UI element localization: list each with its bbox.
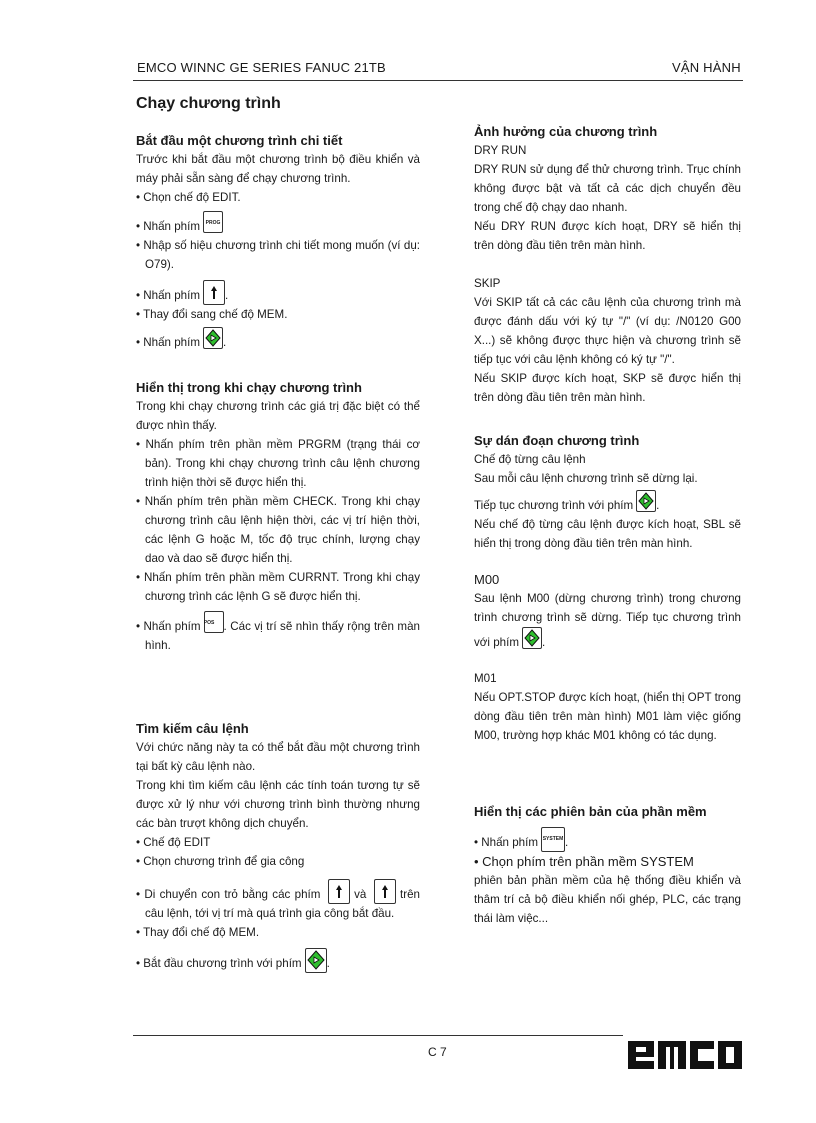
list-item: • Thay đổi sang chế độ MEM. [136, 308, 288, 321]
paragraph: Trước khi bắt đầu một chương trình bộ điều khiển và máy phải sẵn sàng để chạy chương trình. [136, 153, 420, 185]
header-rule [133, 80, 743, 81]
list-item: • Chọn phím trên phần mềm SYSTEM [474, 854, 694, 869]
heading-block-search: Tìm kiếm câu lệnh [136, 721, 249, 736]
paragraph: Nếu SKIP được kích hoạt, SKP sẽ được hiển thị trên dòng đầu tiên trên màn hình. [474, 372, 741, 404]
emco-logo [626, 1033, 744, 1080]
left-column [136, 131, 420, 973]
paragraph: Với SKIP tất cả các câu lệnh của chương trình mà được đánh dấu với ký tự "/" (ví dụ: /N0120 G00 X...) sẽ không được thực hiện và chương trình sẽ tiếp tục với câu lệnh không có ký tự "/". [474, 296, 741, 366]
right-column [474, 122, 741, 928]
paragraph: Sau mỗi câu lệnh chương trình sẽ dừng lại. [474, 472, 698, 485]
cycle-start-key-icon [203, 327, 223, 349]
paragraph: phiên bản phần mềm của hệ thống điều khiển và thâm trí cả bộ điều khiển nối ghép, PLC, các trạng thái làm việc... [474, 874, 741, 925]
heading-display-running: Hiển thị trong khi chạy chương trình [136, 380, 362, 395]
page-title: Chạy chương trình [136, 95, 281, 112]
sub-heading: SKIP [474, 277, 501, 290]
cursor-up-key-icon [203, 280, 225, 305]
list-item: • Nhấn phím SYSTEM . [474, 827, 741, 852]
paragraph: Nếu OPT.STOP được kích hoạt, (hiển thị OPT trong dòng đầu tiên trên màn hình) M01 làm việc giống M00, trường hợp khác M01 không có tác dụng. [474, 691, 741, 742]
list-item: • Nhấn phím POS . Các vị trí sẽ nhìn thấy rộng trên màn hình. [136, 611, 420, 655]
paragraph: Chế độ từng câu lệnh [474, 453, 586, 466]
paragraph: Tiếp tục chương trình với phím . [474, 490, 741, 515]
list-item: • Nhập số hiệu chương trình chi tiết mong muốn (ví dụ: O79). [136, 239, 420, 271]
paragraph: Trong khi tìm kiếm câu lệnh các tính toán tương tự sẽ được xử lý như với chương trình bình thường nhưng các bàn trượt không dịch chuyển. [136, 779, 420, 830]
header-left: EMCO WINNC GE SERIES FANUC 21TB [137, 60, 386, 75]
page-number: C 7 [428, 1045, 447, 1059]
heading-start-program: Bắt đầu một chương trình chi tiết [136, 133, 343, 148]
pos-key-icon: POS [204, 611, 224, 633]
cursor-down-key-icon [374, 879, 396, 904]
list-item: • Nhấn phím trên phần mềm CHECK. Trong khi chạy chương trình câu lệnh hiện thời, các vị trí hiện thời, các lệnh G hoặc M, tốc độ trục chính, lượng chạy dao và dao sẽ được hiển thị. [136, 495, 420, 565]
header-right: VẬN HÀNH [672, 60, 741, 75]
list-item: • Thay đổi chế độ MEM. [136, 926, 260, 939]
paragraph: DRY RUN sử dụng để thử chương trình. Trục chính không được bật và tất cả các dịch chuyển đều trong chế độ chạy dao nhanh. [474, 163, 741, 214]
footer-rule [133, 1035, 623, 1036]
list-item: • Bắt đầu chương trình với phím . [136, 948, 420, 973]
list-item: • Chọn chế độ EDIT. [136, 191, 241, 204]
heading-software-version: Hiển thị các phiên bản của phần mềm [474, 804, 707, 819]
list-item: • Nhấn phím . [136, 280, 420, 305]
paragraph: Nếu DRY RUN được kích hoạt, DRY sẽ hiển thị trên dòng đầu tiên trên màn hình. [474, 220, 741, 252]
paragraph: Sau lệnh M00 (dừng chương trình) trong chương trình chương trình sẽ dừng. Tiếp tục chương trình với phím . [474, 592, 741, 649]
paragraph: Trong khi chạy chương trình các giá trị đặc biệt có thể được nhìn thấy. [136, 400, 420, 432]
list-item: • Nhấn phím trên phần mềm PRGRM (trạng thái cơ bản). Trong khi chạy chương trình câu lệnh chương trình hiện thời sẽ được hiển thị. [136, 438, 420, 489]
list-item: • Nhấn phím trên phần mềm CURRNT. Trong khi chạy chương trình các lệnh G sẽ được hiển thị. [136, 571, 420, 603]
cycle-start-key-icon [522, 627, 542, 649]
list-item: • Chọn chương trình để gia công [136, 855, 305, 868]
list-item: • Chế độ EDIT [136, 836, 211, 849]
paragraph: Nếu chế độ từng câu lệnh được kích hoạt, SBL sẽ hiển thị trong dòng đầu tiên trên màn hình. [474, 518, 741, 550]
cycle-start-key-icon [636, 490, 656, 512]
sub-heading: M01 [474, 672, 497, 685]
list-item: • Nhấn phím . [136, 327, 420, 352]
heading-program-interruption: Sự dán đoạn chương trình [474, 433, 640, 448]
cycle-start-key-icon [305, 948, 327, 973]
system-key-icon: SYSTEM [541, 827, 565, 852]
list-item: • Nhấn phím PROG [136, 211, 420, 236]
cursor-up-key-icon [328, 879, 350, 904]
heading-program-influence: Ảnh hưởng của chương trình [474, 124, 658, 139]
list-item: • Di chuyển con trỏ bằng các phím và trên câu lệnh, tới vị trí mà quá trình gia công bắt đầu. [136, 879, 420, 923]
prog-key-icon: PROG [203, 211, 223, 233]
sub-heading: DRY RUN [474, 144, 527, 157]
paragraph: Với chức năng này ta có thể bắt đầu một chương trình tại bất kỳ câu lệnh nào. [136, 741, 420, 773]
sub-heading: M00 [474, 572, 500, 587]
